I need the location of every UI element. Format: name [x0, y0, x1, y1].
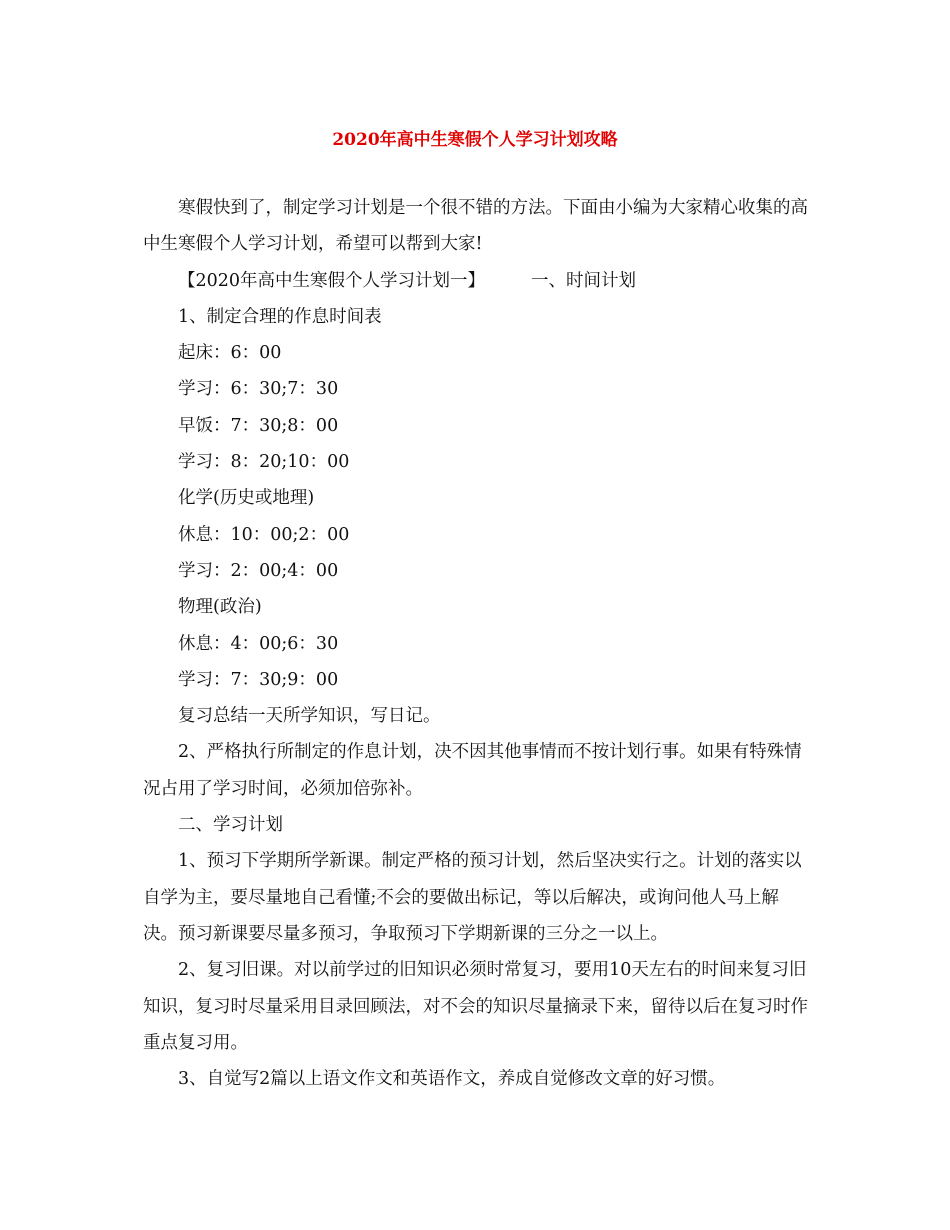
section-study-plan-heading: 二、学习计划 [178, 815, 283, 836]
document-title: 2020年高中生寒假个人学习计划攻略 [332, 130, 618, 150]
body-paragraph: 2、复习旧课。对以前学过的旧知识必须时常复习，要用10天左右的时间来复习旧知识，复习时尽量采用目录回顾法，对不会的知识尽量摘录下来，留待以后在复习时作重点复习用。 [143, 960, 808, 1053]
body-paragraph: 3、自觉写2篇以上语文作文和英语作文，养成自觉修改文章的好习惯。 [178, 1069, 726, 1090]
schedule-item: 早饭：7：30;8：00 [178, 415, 339, 436]
body-paragraph: 2、严格执行所制定的作息计划，决不因其他事情而不按计划行事。如果有特殊情况占用了学习时间，必须加倍弥补。 [143, 742, 802, 799]
schedule-item: 学习：8：20;10：00 [178, 452, 350, 473]
body-paragraph: 1、预习下学期所学新课。制定严格的预习计划，然后坚决实行之。计划的落实以自学为主，要尽量地自己看懂;不会的要做出标记，等以后解决，或询问他人马上解决。预习新课要尽量多预习，争取预习下学期新课的三分之一以上。 [143, 851, 802, 944]
schedule-item: 学习：6：30;7：30 [178, 379, 339, 400]
schedule-item: 学习：2：00;4：00 [178, 560, 339, 581]
plan-one-heading: 【2020年高中生寒假个人学习计划一】 [178, 270, 486, 291]
section-time-plan-heading: 一、时间计划 [531, 270, 637, 291]
schedule-note: 复习总结一天所学知识，写日记。 [178, 706, 441, 727]
schedule-item: 学习：7：30;9：00 [178, 669, 339, 690]
schedule-item: 起床：6：00 [178, 343, 282, 364]
schedule-item: 休息：4：00;6：30 [178, 633, 339, 654]
schedule-subject: 化学(历史或地理) [178, 488, 315, 509]
schedule-subject: 物理(政治) [178, 597, 262, 618]
schedule-item: 休息：10：00;2：00 [178, 524, 350, 545]
schedule-heading: 1、制定合理的作息时间表 [178, 306, 382, 327]
intro-paragraph: 寒假快到了，制定学习计划是一个很不错的方法。下面由小编为大家精心收集的高中生寒假个人学习计划，希望可以帮到大家! [143, 198, 808, 255]
plan-heading-line [143, 263, 808, 299]
document-body [143, 190, 808, 1097]
